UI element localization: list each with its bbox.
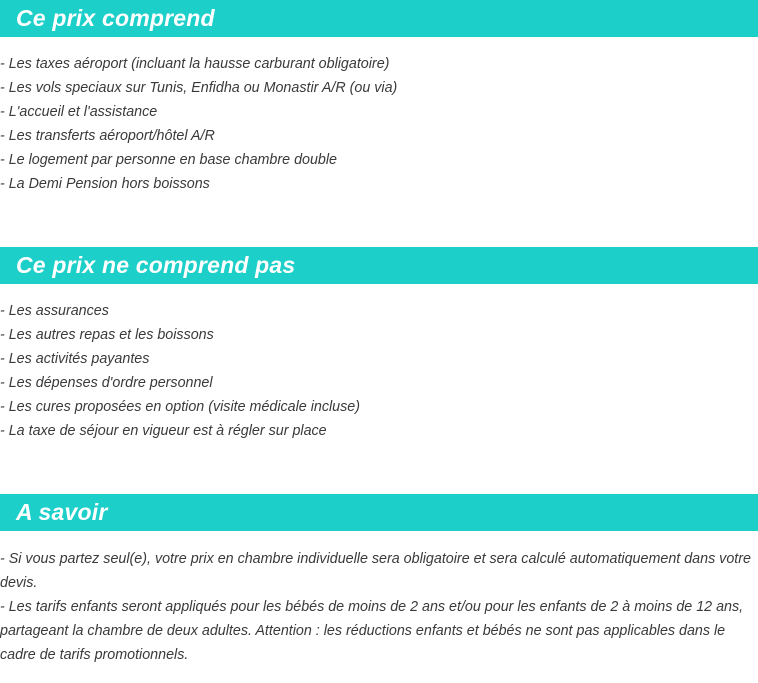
list-item: - Les activités payantes bbox=[0, 351, 150, 367]
list-item: - La taxe de séjour en vigueur est à régler sur place bbox=[0, 423, 327, 439]
section-title: A savoir bbox=[16, 499, 108, 525]
list-item: - Les tarifs enfants seront appliqués pour les bébés de moins de 2 ans et/ou pour les enfants de 2 à moins de 12 ans, partageant la chambre de deux adultes. Attention : les réductions enfants et bébés ne sont pas applicables dans le cadre de tarifs promotionnels. bbox=[0, 599, 744, 663]
list-item: - Le logement par personne en base chambre double bbox=[0, 152, 337, 168]
section-header bbox=[0, 247, 758, 284]
list-item: - Les transferts aéroport/hôtel A/R bbox=[0, 128, 215, 144]
section-price-includes bbox=[0, 0, 758, 196]
inclusions-list bbox=[0, 52, 758, 196]
exclusions-list bbox=[0, 299, 758, 443]
list-item: - Les vols speciaux sur Tunis, Enfidha ou Monastir A/R (ou via) bbox=[0, 80, 398, 96]
section-title: Ce prix ne comprend pas bbox=[16, 252, 296, 278]
section-header bbox=[0, 494, 758, 531]
list-item: - L'accueil et l'assistance bbox=[0, 104, 158, 120]
list-item: - Les assurances bbox=[0, 303, 109, 319]
section-good-to-know bbox=[0, 494, 758, 667]
section-price-excludes bbox=[0, 247, 758, 443]
list-item: - Les cures proposées en option (visite médicale incluse) bbox=[0, 399, 360, 415]
list-item: - Les dépenses d'ordre personnel bbox=[0, 375, 213, 391]
list-item: - La Demi Pension hors boissons bbox=[0, 176, 210, 192]
list-item: - Les taxes aéroport (incluant la hausse carburant obligatoire) bbox=[0, 56, 390, 72]
list-item: - Les autres repas et les boissons bbox=[0, 327, 214, 343]
section-header bbox=[0, 0, 758, 37]
list-item: - Si vous partez seul(e), votre prix en chambre individuelle sera obligatoire et sera calculé automatiquement dans votre devis. bbox=[0, 551, 751, 591]
section-title: Ce prix comprend bbox=[16, 5, 215, 31]
notes-list bbox=[0, 547, 758, 667]
